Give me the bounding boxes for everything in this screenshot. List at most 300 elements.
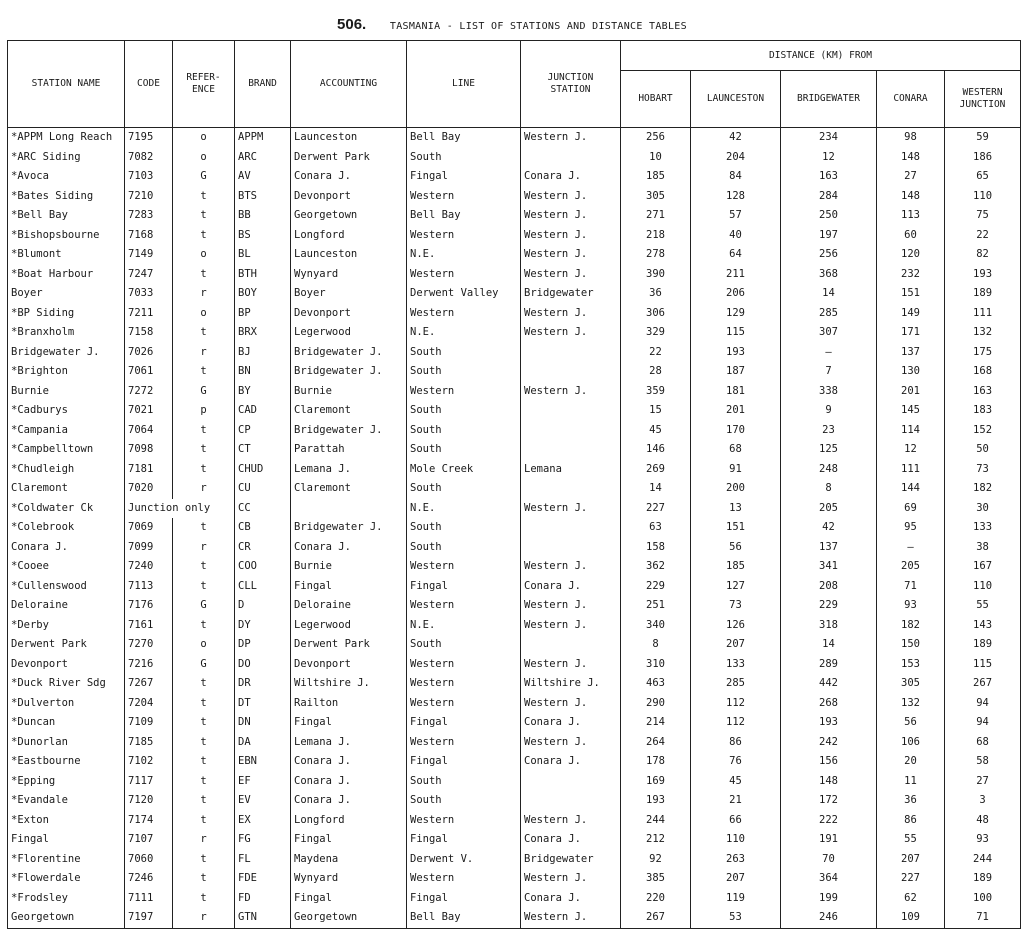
bridgewater-distance-cell: 193 [781, 713, 877, 733]
conara-distance-cell: 95 [877, 518, 945, 538]
junction-station-cell [521, 538, 621, 558]
station-name-cell: *Cullenswood [8, 577, 125, 597]
conara-distance-cell: 150 [877, 635, 945, 655]
reference-cell: G [173, 382, 235, 402]
bridgewater-distance-cell: 7 [781, 362, 877, 382]
table-row [8, 616, 1021, 636]
junction-station-cell: Conara J. [521, 752, 621, 772]
reference-cell: o [173, 128, 235, 148]
hobart-distance-cell: 305 [621, 187, 691, 207]
hobart-distance-cell: 362 [621, 557, 691, 577]
hobart-distance-cell: 8 [621, 635, 691, 655]
reference-cell: r [173, 479, 235, 499]
western-junction-distance-cell: 93 [945, 830, 1021, 850]
code-cell: 7033 [125, 284, 173, 304]
brand-cell: DO [235, 655, 291, 675]
conara-distance-cell: 120 [877, 245, 945, 265]
line-cell: South [407, 635, 521, 655]
code-cell: 7021 [125, 401, 173, 421]
launceston-distance-cell: 126 [691, 616, 781, 636]
table-row [8, 284, 1021, 304]
code-cell: 7149 [125, 245, 173, 265]
line-cell: Fingal [407, 830, 521, 850]
launceston-distance-cell: 207 [691, 635, 781, 655]
bridgewater-distance-cell: 163 [781, 167, 877, 187]
launceston-distance-cell: 193 [691, 343, 781, 363]
code-cell: Junction only [125, 499, 235, 519]
col-junction-station [521, 41, 621, 128]
station-name-cell: *Duncan [8, 713, 125, 733]
code-cell: 7158 [125, 323, 173, 343]
conara-distance-cell: 111 [877, 460, 945, 480]
hobart-distance-cell: 169 [621, 772, 691, 792]
station-name-cell: *Avoca [8, 167, 125, 187]
code-cell: 7283 [125, 206, 173, 226]
brand-cell: CHUD [235, 460, 291, 480]
accounting-cell: Legerwood [291, 616, 407, 636]
line-cell: N.E. [407, 245, 521, 265]
conara-distance-cell: 205 [877, 557, 945, 577]
junction-station-cell: Western J. [521, 616, 621, 636]
conara-distance-cell: 145 [877, 401, 945, 421]
launceston-distance-cell: 207 [691, 869, 781, 889]
code-cell: 7113 [125, 577, 173, 597]
brand-cell: BJ [235, 343, 291, 363]
hobart-distance-cell: 269 [621, 460, 691, 480]
junction-station-cell: Western J. [521, 265, 621, 285]
col-conara: CONARA [877, 71, 945, 128]
launceston-distance-cell: 128 [691, 187, 781, 207]
accounting-cell: Wynyard [291, 869, 407, 889]
launceston-distance-cell: 115 [691, 323, 781, 343]
accounting-cell: Derwent Park [291, 635, 407, 655]
junction-station-cell: Lemana [521, 460, 621, 480]
launceston-distance-cell: 127 [691, 577, 781, 597]
table-row [8, 421, 1021, 441]
reference-cell: G [173, 167, 235, 187]
line-cell: Bell Bay [407, 908, 521, 928]
station-name-cell: *Colebrook [8, 518, 125, 538]
station-name-cell: *Bell Bay [8, 206, 125, 226]
page-number: 506. [337, 16, 367, 33]
brand-cell: CLL [235, 577, 291, 597]
accounting-cell: Fingal [291, 830, 407, 850]
western-junction-distance-cell: 30 [945, 499, 1021, 519]
station-name-cell: *Blumont [8, 245, 125, 265]
line-cell: South [407, 518, 521, 538]
code-cell: 7064 [125, 421, 173, 441]
accounting-cell: Fingal [291, 889, 407, 909]
station-name-cell: *Dunorlan [8, 733, 125, 753]
table-row [8, 226, 1021, 246]
launceston-distance-cell: 53 [691, 908, 781, 928]
col-brand: BRAND [235, 41, 291, 128]
junction-station-cell [521, 148, 621, 168]
table-row [8, 889, 1021, 909]
accounting-cell: Conara J. [291, 772, 407, 792]
table-row [8, 167, 1021, 187]
line-cell: Western [407, 265, 521, 285]
brand-cell: BN [235, 362, 291, 382]
conara-distance-cell: 144 [877, 479, 945, 499]
brand-cell: EF [235, 772, 291, 792]
table-row [8, 811, 1021, 831]
junction-station-cell [521, 440, 621, 460]
accounting-cell: Georgetown [291, 206, 407, 226]
table-row [8, 908, 1021, 928]
reference-cell: t [173, 265, 235, 285]
station-name-cell: Conara J. [8, 538, 125, 558]
junction-station-cell [521, 518, 621, 538]
launceston-distance-cell: 181 [691, 382, 781, 402]
line-cell: Western [407, 304, 521, 324]
line-cell: South [407, 538, 521, 558]
junction-station-cell: Bridgewater [521, 850, 621, 870]
junction-station-cell: Western J. [521, 187, 621, 207]
station-name-cell: *Bates Siding [8, 187, 125, 207]
line-cell: South [407, 479, 521, 499]
accounting-cell: Boyer [291, 284, 407, 304]
western-junction-distance-cell: 182 [945, 479, 1021, 499]
code-cell: 7107 [125, 830, 173, 850]
bridgewater-distance-cell: 222 [781, 811, 877, 831]
accounting-cell: Lemana J. [291, 460, 407, 480]
western-junction-distance-cell: 65 [945, 167, 1021, 187]
bridgewater-distance-cell: 42 [781, 518, 877, 538]
reference-cell: o [173, 635, 235, 655]
western-junction-distance-cell: 167 [945, 557, 1021, 577]
accounting-cell: Burnie [291, 382, 407, 402]
western-junction-distance-cell: 3 [945, 791, 1021, 811]
bridgewater-distance-cell: 285 [781, 304, 877, 324]
table-row [8, 713, 1021, 733]
hobart-distance-cell: 227 [621, 499, 691, 519]
brand-cell: FD [235, 889, 291, 909]
hobart-distance-cell: 214 [621, 713, 691, 733]
western-junction-distance-cell: 152 [945, 421, 1021, 441]
reference-cell: t [173, 674, 235, 694]
line-cell: N.E. [407, 616, 521, 636]
station-name-cell: *APPM Long Reach [8, 128, 125, 148]
station-name-cell: *Chudleigh [8, 460, 125, 480]
launceston-distance-cell: 64 [691, 245, 781, 265]
brand-cell: DT [235, 694, 291, 714]
station-name-cell: *Evandale [8, 791, 125, 811]
launceston-distance-cell: 119 [691, 889, 781, 909]
bridgewater-distance-cell: 289 [781, 655, 877, 675]
junction-station-cell: Western J. [521, 382, 621, 402]
hobart-distance-cell: 158 [621, 538, 691, 558]
launceston-distance-cell: 200 [691, 479, 781, 499]
reference-cell: t [173, 460, 235, 480]
hobart-distance-cell: 290 [621, 694, 691, 714]
line-cell: South [407, 772, 521, 792]
col-line: LINE [407, 41, 521, 128]
hobart-distance-cell: 10 [621, 148, 691, 168]
junction-station-cell [521, 635, 621, 655]
code-cell: 7185 [125, 733, 173, 753]
col-hobart: HOBART [621, 71, 691, 128]
hobart-distance-cell: 92 [621, 850, 691, 870]
brand-cell: AV [235, 167, 291, 187]
conara-distance-cell: 69 [877, 499, 945, 519]
table-row [8, 772, 1021, 792]
conara-distance-cell: 132 [877, 694, 945, 714]
brand-cell: BRX [235, 323, 291, 343]
hobart-distance-cell: 229 [621, 577, 691, 597]
launceston-distance-cell: 133 [691, 655, 781, 675]
line-cell: Western [407, 869, 521, 889]
hobart-distance-cell: 359 [621, 382, 691, 402]
conara-distance-cell: 36 [877, 791, 945, 811]
code-cell: 7082 [125, 148, 173, 168]
launceston-distance-cell: 206 [691, 284, 781, 304]
brand-cell: BTS [235, 187, 291, 207]
table-row [8, 791, 1021, 811]
code-cell: 7020 [125, 479, 173, 499]
table-row [8, 850, 1021, 870]
accounting-cell [291, 499, 407, 519]
accounting-cell: Conara J. [291, 167, 407, 187]
accounting-cell: Bridgewater J. [291, 343, 407, 363]
line-cell: Bell Bay [407, 128, 521, 148]
reference-cell: r [173, 343, 235, 363]
reference-cell: t [173, 226, 235, 246]
code-cell: 7197 [125, 908, 173, 928]
code-cell: 7195 [125, 128, 173, 148]
conara-distance-cell: 171 [877, 323, 945, 343]
western-junction-distance-cell: 50 [945, 440, 1021, 460]
code-cell: 7168 [125, 226, 173, 246]
conara-distance-cell: 114 [877, 421, 945, 441]
line-cell: Western [407, 382, 521, 402]
station-name-cell: *Cooee [8, 557, 125, 577]
accounting-cell: Derwent Park [291, 148, 407, 168]
table-row [8, 362, 1021, 382]
launceston-distance-cell: 151 [691, 518, 781, 538]
hobart-distance-cell: 220 [621, 889, 691, 909]
table-row [8, 538, 1021, 558]
conara-distance-cell: 232 [877, 265, 945, 285]
bridgewater-distance-cell: 125 [781, 440, 877, 460]
accounting-cell: Railton [291, 694, 407, 714]
launceston-distance-cell: 170 [691, 421, 781, 441]
bridgewater-distance-cell: 242 [781, 733, 877, 753]
col-station-name: STATION NAME [8, 41, 125, 128]
junction-station-cell: Western J. [521, 596, 621, 616]
conara-distance-cell: 20 [877, 752, 945, 772]
table-row [8, 304, 1021, 324]
reference-cell: t [173, 187, 235, 207]
accounting-cell: Longford [291, 226, 407, 246]
western-junction-distance-cell: 175 [945, 343, 1021, 363]
brand-cell: EX [235, 811, 291, 831]
table-row [8, 869, 1021, 889]
bridgewater-distance-cell: 368 [781, 265, 877, 285]
accounting-cell: Devonport [291, 187, 407, 207]
hobart-distance-cell: 244 [621, 811, 691, 831]
line-cell: Western [407, 674, 521, 694]
brand-cell: BL [235, 245, 291, 265]
bridgewater-distance-cell: 250 [781, 206, 877, 226]
brand-cell: CB [235, 518, 291, 538]
code-cell: 7246 [125, 869, 173, 889]
junction-station-cell: Western J. [521, 206, 621, 226]
bridgewater-distance-cell: 364 [781, 869, 877, 889]
reference-cell: o [173, 304, 235, 324]
accounting-cell: Devonport [291, 655, 407, 675]
line-cell: Bell Bay [407, 206, 521, 226]
code-cell: 7120 [125, 791, 173, 811]
launceston-distance-cell: 187 [691, 362, 781, 382]
code-cell: 7099 [125, 538, 173, 558]
brand-cell: BY [235, 382, 291, 402]
brand-cell: DR [235, 674, 291, 694]
table-row [8, 596, 1021, 616]
brand-cell: EV [235, 791, 291, 811]
launceston-distance-cell: 285 [691, 674, 781, 694]
line-cell: Derwent V. [407, 850, 521, 870]
western-junction-distance-cell: 193 [945, 265, 1021, 285]
page-header [0, 14, 1024, 33]
launceston-distance-cell: 73 [691, 596, 781, 616]
line-cell: Western [407, 694, 521, 714]
code-cell: 7026 [125, 343, 173, 363]
code-cell: 7103 [125, 167, 173, 187]
line-cell: N.E. [407, 323, 521, 343]
junction-station-cell: Western J. [521, 499, 621, 519]
junction-station-cell: Western J. [521, 323, 621, 343]
table-row [8, 752, 1021, 772]
conara-distance-cell: 71 [877, 577, 945, 597]
bridgewater-distance-cell: 191 [781, 830, 877, 850]
code-cell: 7216 [125, 655, 173, 675]
table-row [8, 187, 1021, 207]
line-cell: Fingal [407, 752, 521, 772]
accounting-cell: Fingal [291, 713, 407, 733]
station-name-cell: Burnie [8, 382, 125, 402]
brand-cell: FG [235, 830, 291, 850]
junction-station-cell: Wiltshire J. [521, 674, 621, 694]
launceston-distance-cell: 211 [691, 265, 781, 285]
station-name-cell: Fingal [8, 830, 125, 850]
bridgewater-distance-cell: 14 [781, 284, 877, 304]
line-cell: Western [407, 655, 521, 675]
western-junction-distance-cell: 27 [945, 772, 1021, 792]
accounting-cell: Conara J. [291, 538, 407, 558]
western-junction-distance-cell: 267 [945, 674, 1021, 694]
reference-cell: t [173, 850, 235, 870]
western-junction-distance-cell: 132 [945, 323, 1021, 343]
line-cell: Fingal [407, 713, 521, 733]
station-name-cell: Bridgewater J. [8, 343, 125, 363]
table-row [8, 694, 1021, 714]
western-junction-distance-cell: 189 [945, 635, 1021, 655]
conara-distance-cell: 149 [877, 304, 945, 324]
launceston-distance-cell: 68 [691, 440, 781, 460]
bridgewater-distance-cell: 284 [781, 187, 877, 207]
hobart-distance-cell: 22 [621, 343, 691, 363]
western-junction-distance-cell: 186 [945, 148, 1021, 168]
conara-distance-cell: 55 [877, 830, 945, 850]
junction-station-cell: Western J. [521, 811, 621, 831]
accounting-cell: Conara J. [291, 791, 407, 811]
col-junction-line2: STATION [550, 84, 591, 95]
code-cell: 7204 [125, 694, 173, 714]
line-cell: Western [407, 226, 521, 246]
reference-cell: o [173, 148, 235, 168]
western-junction-distance-cell: 82 [945, 245, 1021, 265]
western-junction-distance-cell: 168 [945, 362, 1021, 382]
accounting-cell: Launceston [291, 128, 407, 148]
code-cell: 7174 [125, 811, 173, 831]
western-junction-distance-cell: 94 [945, 713, 1021, 733]
western-junction-distance-cell: 58 [945, 752, 1021, 772]
line-cell: Derwent Valley [407, 284, 521, 304]
col-reference-line1: REFER- [186, 72, 221, 83]
junction-station-cell: Conara J. [521, 713, 621, 733]
brand-cell: GTN [235, 908, 291, 928]
conara-distance-cell: 305 [877, 674, 945, 694]
table-row [8, 382, 1021, 402]
accounting-cell: Wiltshire J. [291, 674, 407, 694]
code-cell: 7181 [125, 460, 173, 480]
bridgewater-distance-cell: 172 [781, 791, 877, 811]
launceston-distance-cell: 56 [691, 538, 781, 558]
western-junction-distance-cell: 143 [945, 616, 1021, 636]
bridgewater-distance-cell: 197 [781, 226, 877, 246]
accounting-cell: Claremont [291, 479, 407, 499]
bridgewater-distance-cell: 234 [781, 128, 877, 148]
brand-cell: CT [235, 440, 291, 460]
station-name-cell: *Coldwater Ck [8, 499, 125, 519]
line-cell: Western [407, 811, 521, 831]
table-row [8, 635, 1021, 655]
bridgewater-distance-cell: 268 [781, 694, 877, 714]
junction-station-cell [521, 343, 621, 363]
junction-station-cell: Western J. [521, 908, 621, 928]
brand-cell: DN [235, 713, 291, 733]
hobart-distance-cell: 45 [621, 421, 691, 441]
bridgewater-distance-cell: 199 [781, 889, 877, 909]
reference-cell: r [173, 908, 235, 928]
table-body [8, 128, 1021, 929]
brand-cell: CAD [235, 401, 291, 421]
launceston-distance-cell: 40 [691, 226, 781, 246]
western-junction-distance-cell: 133 [945, 518, 1021, 538]
code-cell: 7061 [125, 362, 173, 382]
conara-distance-cell: 56 [877, 713, 945, 733]
station-name-cell: *Eastbourne [8, 752, 125, 772]
station-name-cell: *Exton [8, 811, 125, 831]
junction-station-cell [521, 772, 621, 792]
western-junction-distance-cell: 163 [945, 382, 1021, 402]
station-name-cell: *Bishopsbourne [8, 226, 125, 246]
line-cell: Western [407, 557, 521, 577]
bridgewater-distance-cell: 246 [781, 908, 877, 928]
accounting-cell: Bridgewater J. [291, 362, 407, 382]
table-row [8, 479, 1021, 499]
accounting-cell: Georgetown [291, 908, 407, 928]
hobart-distance-cell: 193 [621, 791, 691, 811]
reference-cell: t [173, 889, 235, 909]
station-name-cell: *Campbelltown [8, 440, 125, 460]
station-name-cell: *BP Siding [8, 304, 125, 324]
launceston-distance-cell: 112 [691, 694, 781, 714]
launceston-distance-cell: 91 [691, 460, 781, 480]
hobart-distance-cell: 146 [621, 440, 691, 460]
brand-cell: FDE [235, 869, 291, 889]
